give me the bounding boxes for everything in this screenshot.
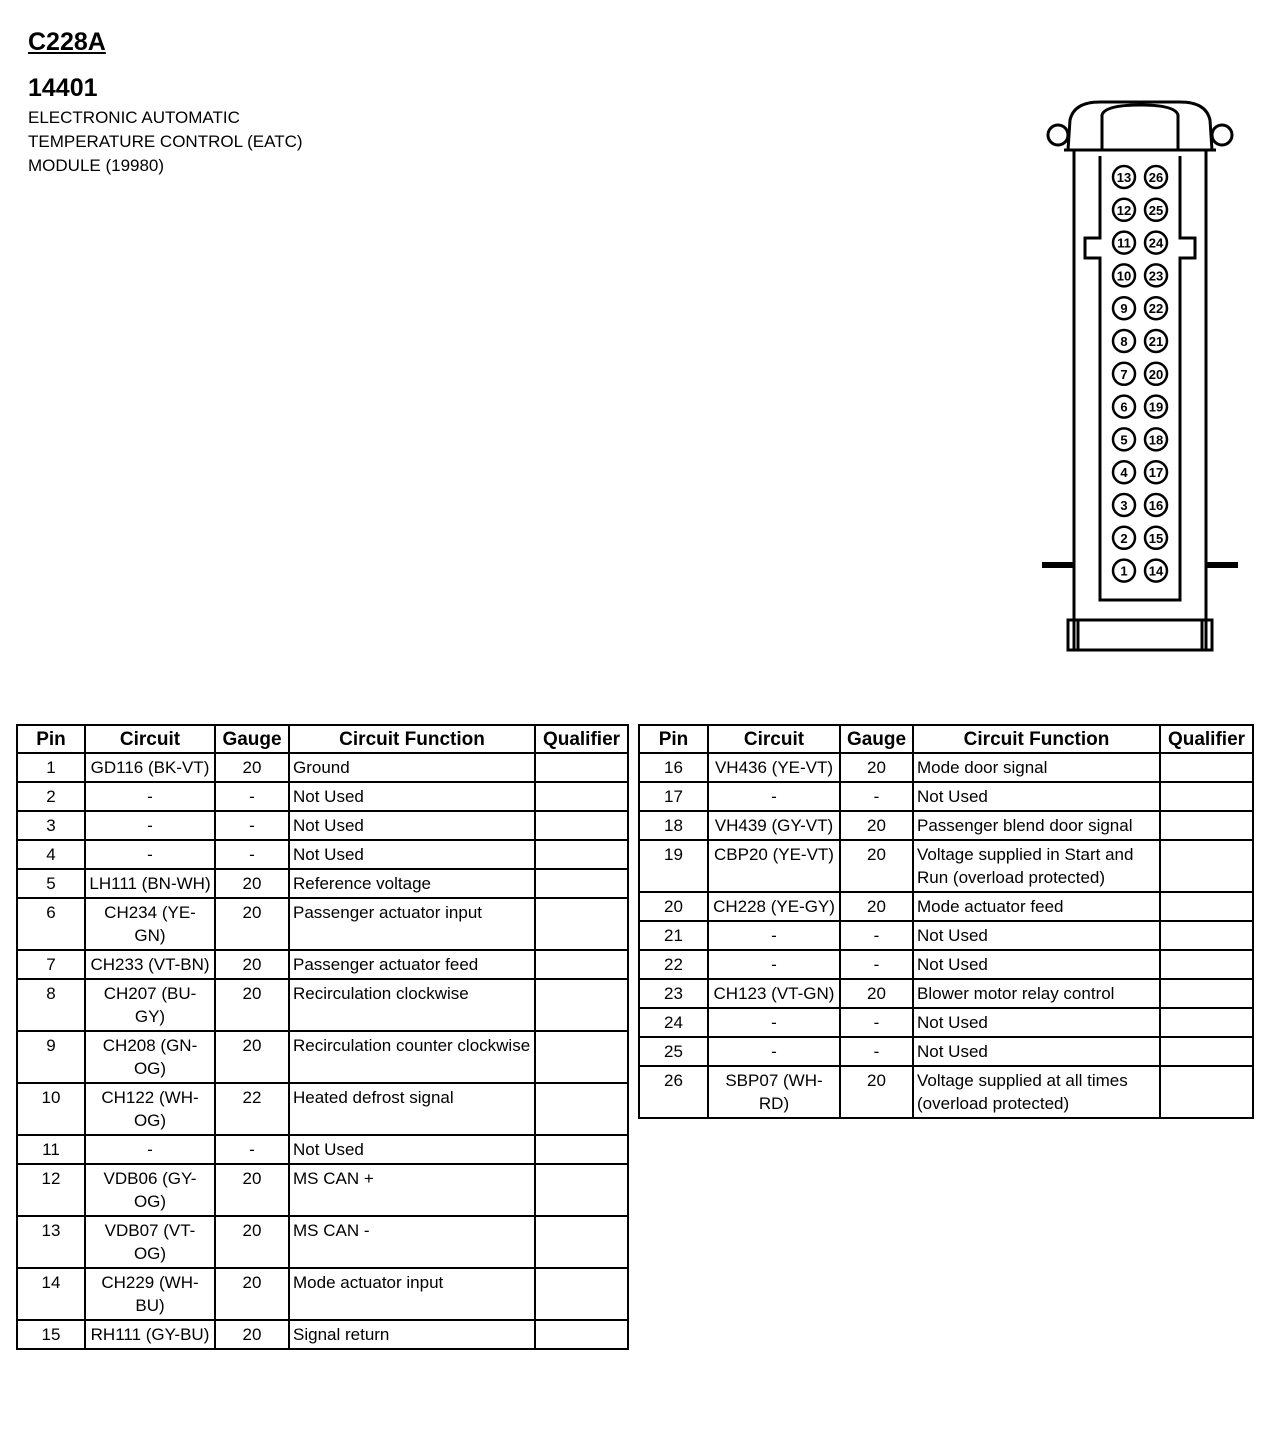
circuit-cell: - xyxy=(708,950,840,979)
connector-pin xyxy=(1145,330,1167,352)
function-cell: MS CAN - xyxy=(289,1216,535,1268)
qualifier-cell xyxy=(535,1135,628,1164)
pin-cell: 22 xyxy=(639,950,708,979)
qualifier-cell xyxy=(535,1268,628,1320)
function-cell: Voltage supplied in Start and Run (overload protected) xyxy=(913,840,1160,892)
connector-pin-label: 25 xyxy=(1148,202,1164,218)
connector-pin-label: 15 xyxy=(1148,530,1164,546)
connector-pin xyxy=(1145,166,1167,188)
table-row xyxy=(17,753,628,782)
part-number: 14401 xyxy=(28,74,98,102)
connector-pin-label: 26 xyxy=(1148,170,1164,185)
pin-cell: 6 xyxy=(17,898,85,950)
connector-pin xyxy=(1113,330,1135,352)
header-qualifier: Qualifier xyxy=(535,725,628,753)
gauge-cell: - xyxy=(840,921,913,950)
pin-cell: 10 xyxy=(17,1083,85,1135)
circuit-cell: CH207 (BU-GY) xyxy=(85,979,215,1031)
description-line: MODULE (19980) xyxy=(28,156,165,175)
gauge-cell: 20 xyxy=(215,1216,289,1268)
pin-cell: 9 xyxy=(17,1031,85,1083)
pin-cell: 21 xyxy=(639,921,708,950)
qualifier-cell xyxy=(535,950,628,979)
qualifier-cell xyxy=(535,753,628,782)
connector-pin-label: 19 xyxy=(1148,399,1164,415)
pin-cell: 25 xyxy=(639,1037,708,1066)
circuit-cell: LH111 (BN-WH) xyxy=(85,869,215,898)
circuit-cell: CH229 (WH-BU) xyxy=(85,1268,215,1320)
table-row xyxy=(17,782,628,811)
pinout-table-right xyxy=(638,724,1254,1119)
pin-cell: 5 xyxy=(17,869,85,898)
table-row xyxy=(17,950,628,979)
connector-id: C228A xyxy=(28,28,106,56)
pin-cell: 4 xyxy=(17,840,85,869)
connector-pin-label: 16 xyxy=(1148,498,1164,513)
table-row xyxy=(17,898,628,950)
table-row xyxy=(17,811,628,840)
connector-pin xyxy=(1113,232,1135,254)
circuit-cell: CH234 (YE-GN) xyxy=(85,898,215,950)
gauge-cell: - xyxy=(215,840,289,869)
table-row xyxy=(639,950,1253,979)
table-row xyxy=(639,1066,1253,1118)
function-cell: Not Used xyxy=(913,921,1160,950)
pin-cell: 8 xyxy=(17,979,85,1031)
pinout-table-left xyxy=(16,724,629,1350)
table-row xyxy=(639,782,1253,811)
function-cell: Not Used xyxy=(289,1135,535,1164)
circuit-cell: CBP20 (YE-VT) xyxy=(708,840,840,892)
header-circuit-function: Circuit Function xyxy=(289,725,535,753)
connector-pin xyxy=(1113,461,1135,483)
pin-cell: 24 xyxy=(639,1008,708,1037)
gauge-cell: 20 xyxy=(215,869,289,898)
connector-pin-label: 24 xyxy=(1148,235,1164,251)
table-row xyxy=(639,1008,1253,1037)
component-description xyxy=(28,106,303,178)
table-row xyxy=(17,1031,628,1083)
connector-pin xyxy=(1145,396,1167,418)
connector-housing-body xyxy=(1074,150,1206,620)
pin-cell: 20 xyxy=(639,892,708,921)
table-row xyxy=(639,979,1253,1008)
connector-pin-label: 14 xyxy=(1148,563,1164,579)
pin-cell: 13 xyxy=(17,1216,85,1268)
connector-pin xyxy=(1113,363,1135,385)
connector-pin-label: 7 xyxy=(1120,366,1128,382)
connector-pin-label: 21 xyxy=(1148,334,1164,349)
circuit-cell: - xyxy=(85,811,215,840)
pin-cell: 7 xyxy=(17,950,85,979)
function-cell: Signal return xyxy=(289,1320,535,1349)
gauge-cell: 20 xyxy=(215,1268,289,1320)
description-line: TEMPERATURE CONTROL (EATC) xyxy=(28,132,303,151)
function-cell: Reference voltage xyxy=(289,869,535,898)
connector-pin-label: 2 xyxy=(1120,530,1128,546)
function-cell: Not Used xyxy=(289,782,535,811)
connector-pin xyxy=(1145,199,1167,221)
pin-cell: 23 xyxy=(639,979,708,1008)
connector-pin-label: 13 xyxy=(1116,170,1132,185)
table-row xyxy=(639,892,1253,921)
header-gauge: Gauge xyxy=(840,725,913,753)
qualifier-cell xyxy=(1160,921,1253,950)
connector-pin xyxy=(1113,396,1135,418)
connector-pin xyxy=(1145,461,1167,483)
function-cell: Not Used xyxy=(913,950,1160,979)
qualifier-cell xyxy=(1160,892,1253,921)
table-row xyxy=(17,869,628,898)
connector-pin-label: 12 xyxy=(1116,202,1132,218)
connector-pin-label: 22 xyxy=(1148,301,1164,317)
pin-cell: 12 xyxy=(17,1164,85,1216)
header-circuit: Circuit xyxy=(85,725,215,753)
pin-cell: 14 xyxy=(17,1268,85,1320)
gauge-cell: - xyxy=(215,782,289,811)
gauge-cell: 20 xyxy=(840,1066,913,1118)
qualifier-cell xyxy=(1160,840,1253,892)
header-gauge: Gauge xyxy=(215,725,289,753)
pin-cell: 19 xyxy=(639,840,708,892)
connector-pin-label: 4 xyxy=(1120,465,1128,481)
pin-cell: 11 xyxy=(17,1135,85,1164)
connector-pin xyxy=(1113,199,1135,221)
qualifier-cell xyxy=(535,1320,628,1349)
circuit-cell: - xyxy=(85,782,215,811)
connector-housing-top xyxy=(1068,102,1212,150)
gauge-cell: - xyxy=(840,1037,913,1066)
function-cell: Heated defrost signal xyxy=(289,1083,535,1135)
connector-pin xyxy=(1113,166,1135,188)
header-pin: Pin xyxy=(639,725,708,753)
function-cell: Passenger actuator feed xyxy=(289,950,535,979)
function-cell: Passenger blend door signal xyxy=(913,811,1160,840)
connector-pin xyxy=(1145,560,1167,582)
connector-pin-label: 6 xyxy=(1120,399,1128,415)
function-cell: Recirculation clockwise xyxy=(289,979,535,1031)
function-cell: Blower motor relay control xyxy=(913,979,1160,1008)
gauge-cell: - xyxy=(840,782,913,811)
gauge-cell: 20 xyxy=(840,753,913,782)
function-cell: Not Used xyxy=(913,782,1160,811)
gauge-cell: 20 xyxy=(840,979,913,1008)
qualifier-cell xyxy=(535,1216,628,1268)
qualifier-cell xyxy=(1160,1066,1253,1118)
circuit-cell: - xyxy=(85,1135,215,1164)
connector-pin-label: 3 xyxy=(1120,498,1128,513)
table-header-row xyxy=(639,725,1253,753)
connector-pin-label: 20 xyxy=(1148,366,1164,382)
qualifier-cell xyxy=(535,1164,628,1216)
connector-pin xyxy=(1113,527,1135,549)
function-cell: Voltage supplied at all times (overload protected) xyxy=(913,1066,1160,1118)
connector-pin-label: 8 xyxy=(1120,334,1128,349)
table-row xyxy=(639,753,1253,782)
table-row xyxy=(17,1320,628,1349)
circuit-cell: VDB06 (GY-OG) xyxy=(85,1164,215,1216)
header-circuit: Circuit xyxy=(708,725,840,753)
function-cell: Recirculation counter clockwise xyxy=(289,1031,535,1083)
qualifier-cell xyxy=(535,979,628,1031)
function-cell: Passenger actuator input xyxy=(289,898,535,950)
table-header-row xyxy=(17,725,628,753)
circuit-cell: - xyxy=(708,782,840,811)
circuit-cell: CH122 (WH-OG) xyxy=(85,1083,215,1135)
gauge-cell: 20 xyxy=(840,892,913,921)
function-cell: Mode actuator feed xyxy=(913,892,1160,921)
gauge-cell: - xyxy=(840,950,913,979)
gauge-cell: 20 xyxy=(215,950,289,979)
connector-pin-label: 11 xyxy=(1117,235,1131,251)
qualifier-cell xyxy=(535,782,628,811)
gauge-cell: 20 xyxy=(215,1320,289,1349)
circuit-cell: - xyxy=(708,1037,840,1066)
qualifier-cell xyxy=(1160,782,1253,811)
connector-pin xyxy=(1145,428,1167,450)
table-row xyxy=(639,921,1253,950)
qualifier-cell xyxy=(535,1031,628,1083)
gauge-cell: 20 xyxy=(215,979,289,1031)
pin-cell: 1 xyxy=(17,753,85,782)
table-row xyxy=(17,1083,628,1135)
gauge-cell: 20 xyxy=(215,898,289,950)
header-qualifier: Qualifier xyxy=(1160,725,1253,753)
circuit-cell: SBP07 (WH-RD) xyxy=(708,1066,840,1118)
function-cell: Not Used xyxy=(289,840,535,869)
circuit-cell: CH233 (VT-BN) xyxy=(85,950,215,979)
circuit-cell: CH123 (VT-GN) xyxy=(708,979,840,1008)
circuit-cell: CH228 (YE-GY) xyxy=(708,892,840,921)
table-row xyxy=(17,1135,628,1164)
function-cell: MS CAN + xyxy=(289,1164,535,1216)
table-row xyxy=(17,1164,628,1216)
table-row xyxy=(17,1216,628,1268)
table-row xyxy=(639,811,1253,840)
pin-cell: 26 xyxy=(639,1066,708,1118)
qualifier-cell xyxy=(1160,753,1253,782)
gauge-cell: 22 xyxy=(215,1083,289,1135)
connector-pin xyxy=(1145,297,1167,319)
connector-pin xyxy=(1145,494,1167,516)
table-row xyxy=(17,979,628,1031)
pin-cell: 15 xyxy=(17,1320,85,1349)
circuit-cell: VDB07 (VT-OG) xyxy=(85,1216,215,1268)
qualifier-cell xyxy=(1160,979,1253,1008)
circuit-cell: CH208 (GN-OG) xyxy=(85,1031,215,1083)
pin-cell: 17 xyxy=(639,782,708,811)
circuit-cell: - xyxy=(708,921,840,950)
connector-pin-label: 23 xyxy=(1148,268,1164,284)
connector-pin xyxy=(1113,264,1135,286)
connector-face-diagram xyxy=(1030,90,1250,660)
gauge-cell: 20 xyxy=(215,1164,289,1216)
connector-pin-label: 9 xyxy=(1120,301,1128,317)
connector-pin-label: 18 xyxy=(1148,432,1164,448)
gauge-cell: 20 xyxy=(215,753,289,782)
header-pin: Pin xyxy=(17,725,85,753)
connector-pin-label: 5 xyxy=(1120,432,1128,448)
header-circuit-function: Circuit Function xyxy=(913,725,1160,753)
qualifier-cell xyxy=(1160,811,1253,840)
qualifier-cell xyxy=(1160,950,1253,979)
qualifier-cell xyxy=(1160,1008,1253,1037)
gauge-cell: 20 xyxy=(840,840,913,892)
table-row xyxy=(17,1268,628,1320)
qualifier-cell xyxy=(1160,1037,1253,1066)
gauge-cell: 20 xyxy=(840,811,913,840)
connector-pin xyxy=(1145,363,1167,385)
circuit-cell: - xyxy=(708,1008,840,1037)
connector-pin xyxy=(1113,297,1135,319)
circuit-cell: VH436 (YE-VT) xyxy=(708,753,840,782)
gauge-cell: - xyxy=(215,811,289,840)
connector-pin-label: 10 xyxy=(1116,268,1132,284)
pin-cell: 16 xyxy=(639,753,708,782)
connector-pin xyxy=(1145,232,1167,254)
qualifier-cell xyxy=(535,811,628,840)
description-line: ELECTRONIC AUTOMATIC xyxy=(28,108,240,127)
function-cell: Mode actuator input xyxy=(289,1268,535,1320)
circuit-cell: GD116 (BK-VT) xyxy=(85,753,215,782)
pin-cell: 2 xyxy=(17,782,85,811)
function-cell: Not Used xyxy=(289,811,535,840)
circuit-cell: VH439 (GY-VT) xyxy=(708,811,840,840)
qualifier-cell xyxy=(535,869,628,898)
function-cell: Mode door signal xyxy=(913,753,1160,782)
gauge-cell: 20 xyxy=(215,1031,289,1083)
qualifier-cell xyxy=(535,840,628,869)
function-cell: Not Used xyxy=(913,1008,1160,1037)
table-row xyxy=(17,840,628,869)
connector-pin xyxy=(1113,494,1135,516)
connector-pin-label: 1 xyxy=(1120,563,1128,579)
gauge-cell: - xyxy=(840,1008,913,1037)
pin-cell: 18 xyxy=(639,811,708,840)
qualifier-cell xyxy=(535,898,628,950)
connector-pin xyxy=(1145,527,1167,549)
connector-pin xyxy=(1145,264,1167,286)
connector-pin xyxy=(1113,560,1135,582)
pin-cell: 3 xyxy=(17,811,85,840)
table-row xyxy=(639,840,1253,892)
table-row xyxy=(639,1037,1253,1066)
circuit-cell: - xyxy=(85,840,215,869)
gauge-cell: - xyxy=(215,1135,289,1164)
connector-pin xyxy=(1113,428,1135,450)
function-cell: Not Used xyxy=(913,1037,1160,1066)
connector-pin-label: 17 xyxy=(1148,465,1164,481)
qualifier-cell xyxy=(535,1083,628,1135)
circuit-cell: RH111 (GY-BU) xyxy=(85,1320,215,1349)
function-cell: Ground xyxy=(289,753,535,782)
